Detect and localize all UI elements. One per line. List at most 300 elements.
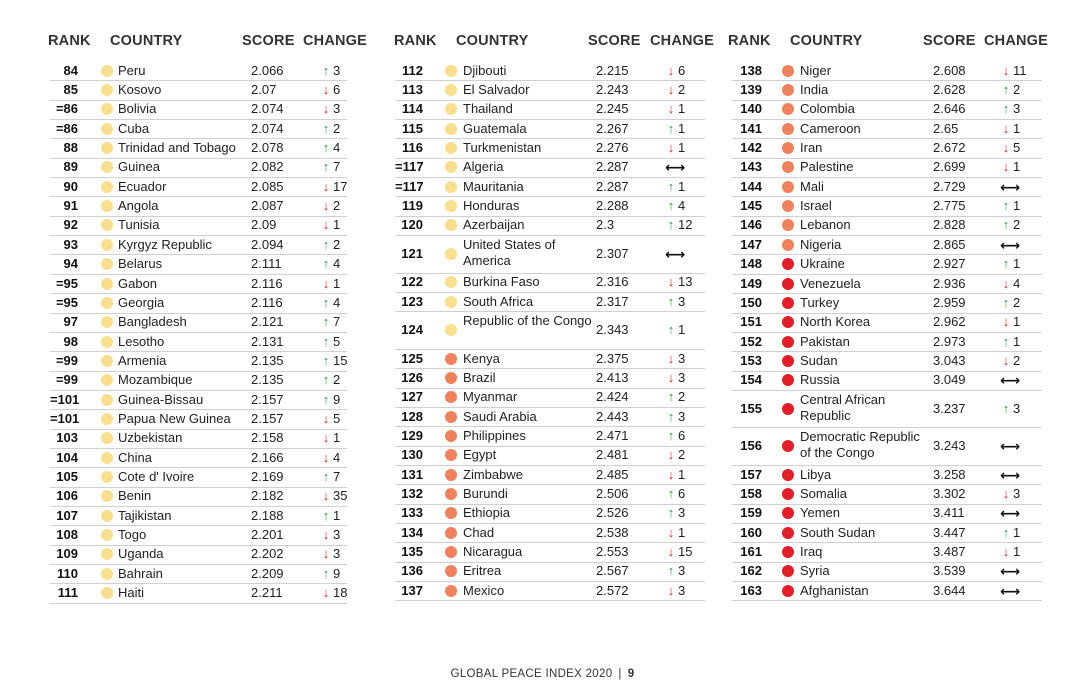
arrow-up-icon: ↑ [322,294,330,310]
country-cell: Israel [800,198,832,214]
country-cell: Kyrgyz Republic [118,236,212,252]
peace-level-dot-icon [782,469,794,481]
arrow-left-right-icon: ⟷ [1000,505,1021,522]
change-cell [1000,159,1020,174]
rank-cell: 89 [63,159,78,175]
rank-cell: 140 [740,101,762,117]
rank-cell: 114 [402,101,423,117]
peace-level-dot-icon [445,391,457,403]
arrow-up-icon: ↑ [322,314,330,330]
peace-level-dot-icon [782,440,794,452]
table-row [395,562,705,582]
table-row [395,446,705,466]
peace-level-dot-icon [445,123,457,135]
peace-level-dot-icon [101,510,113,522]
country-cell: Brazil [463,369,496,385]
change-value: 5 [333,333,341,349]
arrow-up-icon: ↑ [322,236,330,252]
country-cell: Democratic Republic of the Congo [800,429,920,461]
rank-cell: 123 [401,293,423,309]
peace-level-dot-icon [445,527,457,539]
table-row [50,235,347,255]
table-row [50,371,347,391]
change-value: 12 [678,217,693,233]
table-row [732,390,1042,429]
peace-level-dot-icon [782,181,794,193]
change-cell [1000,544,1020,559]
rank-cell: =117 [395,178,424,194]
score-cell: 2.166 [251,449,284,465]
peace-level-dot-icon [101,452,113,464]
score-cell: 2.288 [596,198,629,214]
rank-cell: 163 [740,582,762,598]
country-cell: Ethiopia [463,505,510,521]
score-cell: 2.424 [596,389,629,405]
country-cell: Papua New Guinea [118,410,231,426]
change-value: 2 [1013,217,1021,233]
arrow-left-right-icon: ⟷ [1000,563,1021,580]
arrow-down-icon: ↓ [667,544,675,560]
peace-level-dot-icon [782,336,794,348]
peace-level-dot-icon [101,200,113,212]
peace-level-dot-icon [445,296,457,308]
score-cell: 2.094 [251,236,284,252]
change-value: 1 [1013,314,1021,330]
score-cell: 2.316 [596,274,629,290]
table-row [50,467,347,487]
peace-level-dot-icon [101,316,113,328]
table-row [395,196,705,216]
change-value: 11 [1013,62,1027,78]
peace-level-dot-icon [101,258,113,270]
table-row [395,426,705,446]
arrow-up-icon: ↑ [667,178,675,194]
country-cell: South Africa [463,293,534,309]
change-cell [665,159,686,176]
country-cell: Georgia [118,294,165,310]
change-value: 6 [678,62,686,78]
country-cell: Cuba [118,120,150,136]
arrow-left-right-icon: ⟷ [1000,236,1021,253]
arrow-down-icon: ↓ [1002,159,1010,175]
table-row [395,504,705,524]
change-cell [320,276,340,291]
rank-cell: 161 [740,544,762,560]
score-cell: 2.074 [251,101,284,117]
country-cell: Kenya [463,350,500,366]
change-cell [320,101,340,116]
table-row [50,525,347,545]
arrow-up-icon: ↑ [322,507,330,523]
country-cell: Mozambique [118,372,193,388]
country-cell: Guinea [118,159,160,175]
table-row [732,351,1042,371]
change-cell [665,274,692,289]
table-row [732,216,1042,236]
country-cell: Guinea-Bissau [118,391,204,407]
table-row [50,255,347,275]
country-cell: Uganda [118,546,164,562]
change-cell [320,546,340,561]
rank-cell: 138 [740,62,762,78]
peace-level-dot-icon [445,411,457,423]
country-cell: Venezuela [800,275,861,291]
rank-cell: 115 [402,120,423,136]
peace-level-dot-icon [101,65,113,77]
rank-cell: 150 [740,294,762,310]
score-cell: 3.447 [933,524,966,540]
change-cell [665,467,685,482]
peace-level-dot-icon [101,103,113,115]
change-cell [320,430,340,445]
score-cell: 2.413 [596,369,629,385]
peace-level-dot-icon [101,161,113,173]
country-cell: Yemen [800,505,840,521]
peace-level-dot-icon [445,219,457,231]
country-cell: Djibouti [463,62,507,78]
arrow-up-icon: ↑ [667,408,675,424]
header-country: COUNTRY [110,33,183,49]
score-cell: 2.135 [251,352,284,368]
change-cell [665,322,685,337]
table-row [50,564,347,584]
peace-level-dot-icon [782,374,794,386]
rank-cell: 156 [740,438,762,454]
change-value: 9 [333,565,341,581]
change-cell [665,140,685,155]
peace-level-dot-icon [782,488,794,500]
country-cell: Egypt [463,447,497,463]
table-row [732,177,1042,197]
arrow-up-icon: ↑ [667,217,675,233]
rank-cell: 142 [740,140,762,156]
score-cell: 3.487 [933,544,966,560]
score-cell: 2.202 [251,546,284,562]
change-cell [1000,198,1020,213]
change-cell [665,409,685,424]
peace-level-dot-icon [101,374,113,386]
change-value: 1 [1013,524,1021,540]
change-value: 3 [333,62,341,78]
change-value: 2 [1013,294,1021,310]
change-value: 1 [1013,198,1021,214]
peace-level-dot-icon [101,297,113,309]
score-cell: 2.553 [596,544,629,560]
table-row [732,542,1042,562]
score-cell: 3.644 [933,582,966,598]
rank-cell: =95 [55,294,78,310]
score-cell: 2.188 [251,507,284,523]
country-cell: Azerbaijan [463,217,525,233]
table-row [50,545,347,565]
change-cell [665,447,685,462]
change-cell [320,256,340,271]
change-cell [1000,295,1020,310]
change-cell [320,411,340,426]
rank-cell: 153 [740,352,762,368]
change-cell [320,140,340,155]
rank-cell: 127 [401,389,423,405]
rank-cell: 146 [740,217,762,233]
change-value: 2 [1013,82,1021,98]
change-cell [320,121,340,136]
change-value: 1 [333,275,341,291]
change-cell [320,82,340,97]
peace-level-dot-icon [782,278,794,290]
score-cell: 2.243 [596,82,629,98]
change-cell [320,508,340,523]
change-cell [665,583,685,598]
score-cell: 2.775 [933,198,966,214]
arrow-up-icon: ↑ [322,469,330,485]
score-cell: 2.973 [933,333,966,349]
peace-level-dot-icon [782,546,794,558]
arrow-down-icon: ↓ [322,546,330,562]
score-cell: 2.078 [251,140,284,156]
score-cell: 2.215 [596,62,629,78]
change-cell [1000,467,1021,484]
rank-cell: 149 [740,275,762,291]
change-value: 1 [678,466,686,482]
peace-level-dot-icon [782,258,794,270]
table-row [50,332,347,352]
arrow-up-icon: ↑ [322,565,330,581]
rank-cell: 97 [63,314,78,330]
rank-cell: 103 [56,430,78,446]
arrow-up-icon: ↑ [322,62,330,78]
country-cell: Nicaragua [463,544,523,560]
change-value: 2 [333,236,341,252]
score-cell: 3.411 [933,505,965,521]
change-value: 18 [333,585,348,601]
change-value: 13 [678,274,693,290]
score-cell: 2.646 [933,101,966,117]
change-cell [320,314,340,329]
score-cell: 2.157 [251,410,284,426]
change-value: 4 [333,449,341,465]
country-cell: Eritrea [463,563,502,579]
country-cell: El Salvador [463,82,530,98]
table-row [50,274,347,294]
arrow-down-icon: ↓ [322,275,330,291]
peace-level-dot-icon [101,471,113,483]
arrow-up-icon: ↑ [667,505,675,521]
arrow-down-icon: ↓ [667,524,675,540]
rank-cell: 152 [740,333,762,349]
arrow-down-icon: ↓ [1002,485,1010,501]
arrow-up-icon: ↑ [322,120,330,136]
change-cell [665,101,685,116]
change-cell [1000,353,1020,368]
rank-cell: 110 [57,565,78,581]
score-cell: 2.287 [596,159,629,175]
arrow-left-right-icon: ⟷ [1000,372,1021,389]
score-cell: 2.157 [251,391,284,407]
arrow-down-icon: ↓ [667,582,675,598]
score-cell: 3.243 [933,438,966,454]
table-row [395,388,705,408]
country-cell: Tunisia [118,217,160,233]
rank-cell: 133 [401,505,423,521]
arrow-up-icon: ↑ [322,256,330,272]
table-column-1 [48,0,368,620]
change-value: 6 [333,82,341,98]
change-cell [665,544,692,559]
change-value: 1 [678,524,686,540]
country-cell: Bolivia [118,101,157,117]
table-row [732,274,1042,294]
score-cell: 2.066 [251,62,284,78]
peace-level-dot-icon [445,565,457,577]
rank-cell: =86 [55,101,78,117]
score-cell: 2.087 [251,198,284,214]
rank-cell: 113 [402,82,423,98]
arrow-down-icon: ↓ [322,82,330,98]
change-cell [665,198,685,213]
arrow-down-icon: ↓ [322,449,330,465]
arrow-up-icon: ↑ [667,427,675,443]
change-cell [320,585,347,600]
table-row [732,119,1042,139]
rank-cell: =99 [55,352,78,368]
change-cell [1000,583,1021,600]
change-cell [1000,276,1020,291]
change-cell [320,353,347,368]
country-cell: India [800,82,829,98]
table-row [732,504,1042,524]
table-row [395,158,705,178]
table-row [732,313,1042,333]
arrow-down-icon: ↓ [322,430,330,446]
change-value: 3 [678,563,686,579]
score-cell: 2.567 [596,563,629,579]
arrow-up-icon: ↑ [667,120,675,136]
arrow-up-icon: ↑ [322,372,330,388]
score-cell: 2.267 [596,120,629,136]
peace-level-dot-icon [782,200,794,212]
country-cell: Thailand [463,101,513,117]
header-change: CHANGE [984,33,1049,49]
change-value: 1 [678,120,686,136]
arrow-down-icon: ↓ [322,101,330,117]
change-cell [320,488,347,503]
table-row [395,119,705,139]
change-cell [1000,563,1021,580]
table-row [50,506,347,526]
peace-level-dot-icon [101,219,113,231]
arrow-up-icon: ↑ [322,391,330,407]
score-cell: 2.3 [596,217,615,233]
change-value: 1 [333,430,341,446]
rank-cell: 130 [401,447,423,463]
country-cell: Nigeria [800,236,842,252]
rank-cell: =101 [50,410,80,426]
table-row [732,100,1042,120]
change-cell [1000,121,1020,136]
score-cell: 2.074 [251,120,284,136]
peace-level-dot-icon [101,123,113,135]
change-cell [665,486,685,501]
change-cell [320,372,340,387]
change-cell [320,237,340,252]
change-value: 2 [333,120,341,136]
change-cell [1000,63,1027,78]
score-cell: 2.209 [251,565,284,581]
rank-cell: 139 [740,82,762,98]
score-cell: 2.927 [933,256,966,272]
rank-cell: 128 [401,408,423,424]
arrow-up-icon: ↑ [322,352,330,368]
header-rank: RANK [48,33,91,49]
score-cell: 2.07 [251,82,277,98]
change-value: 1 [1013,256,1021,272]
country-cell: Turkey [800,294,840,310]
table-row [732,371,1042,391]
peace-level-dot-icon [445,488,457,500]
arrow-down-icon: ↓ [1002,275,1010,291]
change-cell [665,428,685,443]
footer-separator: | [618,668,622,680]
country-cell: Lesotho [118,333,165,349]
country-cell: Republic of the Congo [463,313,592,329]
score-cell: 2.135 [251,372,284,388]
rank-cell: 125 [401,350,423,366]
change-value: 17 [333,178,348,194]
country-cell: Niger [800,62,832,78]
arrow-down-icon: ↓ [322,178,330,194]
country-cell: Zimbabwe [463,466,523,482]
country-cell: Somalia [800,485,847,501]
country-cell: Myanmar [463,389,518,405]
change-value: 1 [1013,544,1021,560]
table-row [395,235,705,274]
rank-cell: 131 [401,466,423,482]
table-row [50,158,347,178]
change-value: 6 [678,427,686,443]
score-cell: 2.085 [251,178,284,194]
country-cell: Syria [800,563,830,579]
country-cell: Mauritania [463,178,524,194]
change-cell [1000,217,1020,232]
arrow-up-icon: ↑ [1002,333,1010,349]
score-cell: 2.307 [596,245,629,261]
header-country: COUNTRY [456,33,529,49]
arrow-up-icon: ↑ [1002,101,1010,117]
table-row [50,119,347,139]
score-cell: 2.471 [596,427,629,443]
score-cell: 3.237 [933,400,966,416]
table-row [50,409,347,429]
change-value: 4 [333,294,341,310]
rank-cell: 98 [63,333,78,349]
change-cell [320,450,340,465]
peace-level-dot-icon [101,336,113,348]
change-cell [1000,438,1021,455]
change-cell [1000,401,1020,416]
arrow-down-icon: ↓ [1002,140,1010,156]
rank-cell: 154 [740,372,762,388]
arrow-down-icon: ↓ [667,82,675,98]
arrow-down-icon: ↓ [667,466,675,482]
country-cell: Gabon [118,275,158,291]
change-cell [665,563,685,578]
rank-cell: 132 [401,485,423,501]
table-row [395,292,705,312]
score-cell: 3.043 [933,352,966,368]
change-cell [1000,140,1020,155]
change-cell [1000,237,1021,254]
country-cell: Lebanon [800,217,851,233]
